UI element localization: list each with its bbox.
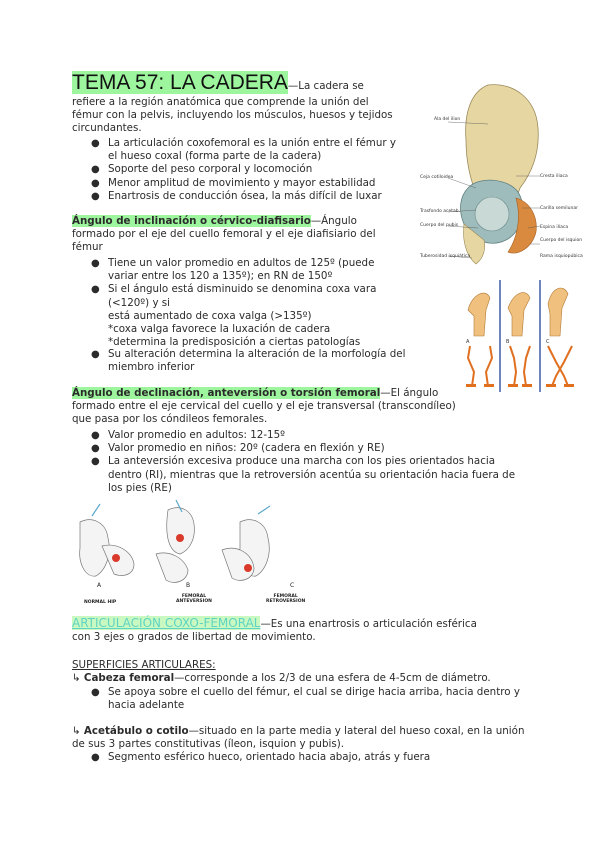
inclination-line: fémur [72,241,103,254]
list-item-text: dentro (RI), mientras que la retroversión acentúa su orientación hacia fuera de [108,468,516,481]
arrow-icon: ↳ [72,672,84,685]
list-item [91,348,418,374]
list-item-text: Valor promedio en niños: 20º (cadera en flexión y RE) [108,442,385,455]
acetabular-fossa-shape [475,197,509,231]
neck-shaft-angle-figure [460,280,580,392]
list-item [91,176,408,190]
declination-section [72,387,472,427]
pelvis-label: Cresta iliaca [540,174,568,179]
bullet-icon: ● [91,456,100,468]
pelvis-label: Trasfondo acetab. [420,209,461,214]
inclination-bullet-list-2 [91,348,418,374]
version-caption-line: FEMORAL [181,594,207,599]
declination-line: formado entre el eje cervical del cuello y el eje transversal (transcondíleo) [72,400,456,413]
list-item-text: Soporte del peso corporal y locomoción [108,163,313,176]
list-item [91,442,528,455]
inclination-section [72,215,412,255]
bullet-icon: ● [91,687,100,698]
list-item-text: La anteversión excesiva produce una marcha con los pies orientados hacia [108,455,496,468]
surfaces-heading: SUPERFICIES ARTICULARES: [72,659,216,671]
inclination-heading-tail: —Ángulo [310,215,357,227]
version-caption-line: RETROVERSION [266,599,306,604]
femoral-head-bullet-list [91,686,538,712]
list-item [91,429,528,442]
declination-bullet-list [91,429,528,495]
version-caption-line: FEMORAL [273,594,298,599]
pelvis-label: Carilla semilunar [540,206,578,211]
list-item-text: La articulación coxofemoral es la unión entre el fémur y [108,137,396,149]
coxofemoral-section [72,617,542,644]
femoral-head-text: —corresponde a los 2/3 de una esfera de 4-5cm de diámetro. [174,672,491,685]
acetabulum-label: Acetábulo o cotilo [83,725,189,737]
bullet-icon: ● [91,190,100,202]
pelvis-label: Cuerpo del pubis [420,223,459,228]
version-caption-line: ANTEVERSION [176,599,212,604]
angle-figure-label: A [466,339,470,345]
inclination-line: formado por el eje del cuello femoral y el eje diafisiario del [72,228,376,241]
list-item [91,686,538,712]
list-item-text: Valor promedio en adultos: 12-15º [108,429,285,441]
acetabulum-section [72,725,542,751]
acetabulum-bullet-list [91,751,538,764]
list-item-text: *determina la predisposición a ciertas patologías [108,336,361,349]
coxofemoral-line: con 3 ejes o grados de libertad de movimiento. [72,631,316,644]
femoral-head-label: Cabeza femoral [83,672,175,685]
list-item [91,137,408,163]
list-item [91,189,408,203]
intro-bullet-list [91,137,408,203]
angle-figure-label: B [506,339,510,345]
hip-sketches [80,508,270,583]
foot-marks [466,384,574,387]
list-item-text: Menor amplitud de movimiento y mayor estabilidad [108,176,376,189]
declination-line: que pasa por los cóndileos femorales. [72,413,268,426]
list-item-text: variar entre los 120 a 135º); en RN de 150º [108,270,333,283]
bullet-icon: ● [91,430,100,441]
version-label: B [186,582,191,589]
acetabulum-line: de sus 3 partes constitutivas (íleon, isquion y pubis). [72,738,345,751]
version-caption [266,594,305,604]
pelvis-label: Ceja cotiloidea [420,175,454,180]
declination-heading: Ángulo de declinación, anteversión o torsión femoral [72,387,381,399]
list-item-text: los pies (RE) [108,481,172,494]
pelvis-label: Espina ilíaca [540,225,569,230]
declination-heading-tail: —El ángulo [380,387,439,399]
angle-figure-label: C [546,339,550,345]
version-caption: NORMAL HIP [84,600,117,605]
intro-line: circundantes. [72,122,142,135]
title-block [72,71,402,95]
pelvis-label: Rama isquiopúbica [540,254,583,259]
bullet-icon: ● [91,164,100,176]
intro-paragraph [72,96,412,136]
intro-line: refiere a la región anatómica que comprende la unión del [72,96,369,108]
list-item-text: *coxa valga favorece la luxación de cadera [108,323,331,336]
bullet-icon: ● [91,284,100,296]
legs-drawings [468,346,572,386]
inclination-heading: Ángulo de inclinación o cérvico-diafisario [72,215,311,227]
bullet-icon: ● [91,138,100,149]
list-item-text: Enartrosis de conducción ósea, la más difícil de luxar [108,189,382,202]
list-item-text: Se apoya sobre el cuello del fémur, el cual se dirige hacia arriba, hacia dentro y [108,686,520,698]
version-label: A [97,582,102,589]
list-item-text: el hueso coxal (forma parte de la cadera) [108,150,322,163]
bullet-icon: ● [91,752,100,763]
bullet-icon: ● [91,258,100,269]
pelvis-label: Ala del ilion [434,117,461,122]
acetabulum-text: —situado en la parte media y lateral del hueso coxal, en la unión [188,725,525,737]
list-item-text: Su alteración determina la alteración de la morfología del [108,348,406,360]
bullet-icon: ● [91,177,100,189]
femur-tops [468,288,568,336]
list-item-text: miembro inferior [108,361,195,374]
pelvis-label: Cuerpo del isquion [540,238,583,243]
intro-line: fémur con la pelvis, incluyendo los músculos, huesos y tejidos [72,109,393,122]
version-label: C [290,582,295,589]
bullet-icon: ● [91,349,100,360]
list-item [91,455,528,495]
pelvis-label: Tuberosidad isquiática [420,254,471,259]
page-title: TEMA 57: LA CADERA [72,71,288,94]
arrow-icon: ↳ [72,725,84,737]
list-item [91,283,418,349]
list-item [91,751,538,764]
coxofemoral-heading-tail: —Es una enartrosis o articulación esférica [260,618,477,630]
title-intro-inline: —La cadera se [287,80,364,92]
list-item [91,163,408,176]
bullet-icon: ● [91,443,100,455]
list-item-text: Segmento esférico hueco, orientado hacia abajo, atrás y fuera [108,751,431,763]
list-item-text: Tiene un valor promedio en adultos de 125º (puede [108,257,375,269]
list-item-text: está aumentado de coxa valga (>135º) [108,309,312,322]
list-item [91,257,418,283]
list-item-text: hacia adelante [108,699,185,712]
coxofemoral-heading: ARTICULACIÓN COXO-FEMORAL [72,616,261,630]
surfaces-section [72,659,542,685]
version-caption [176,594,212,604]
inclination-bullet-list [91,257,418,349]
list-item-text: Si el ángulo está disminuido se denomina coxa vara (<120º) y si [108,283,377,309]
